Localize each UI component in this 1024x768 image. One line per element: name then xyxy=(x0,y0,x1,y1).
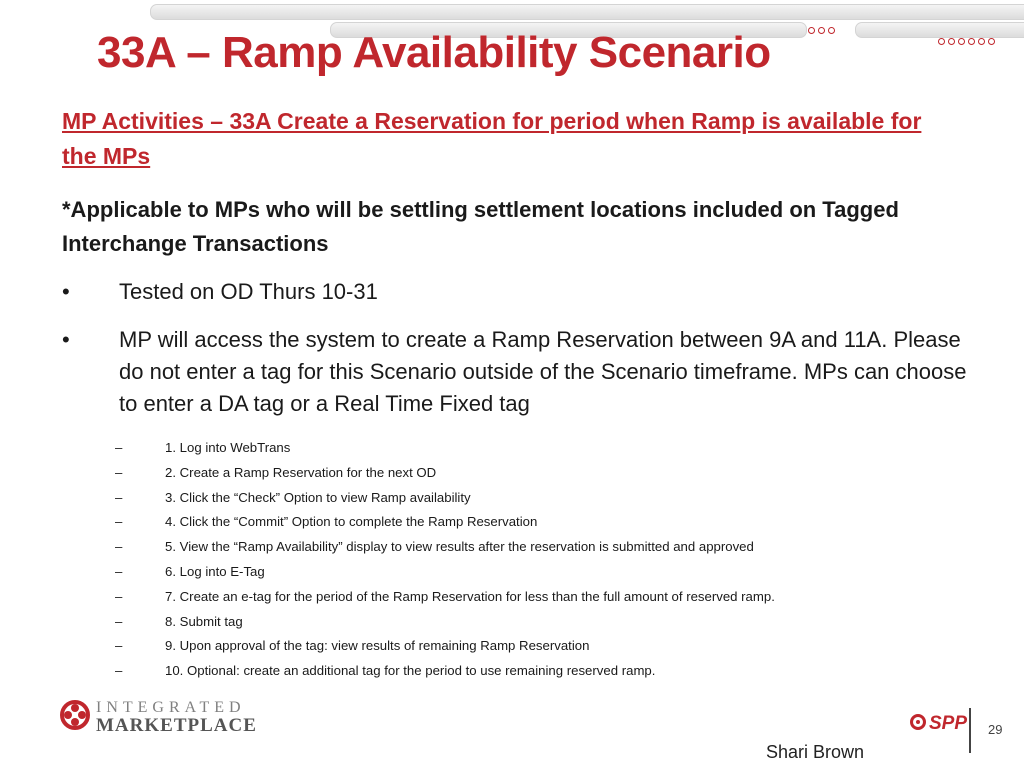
step-marker: – xyxy=(115,489,123,505)
step-text: 10. Optional: create an additional tag for the period to use remaining reserved ramp. xyxy=(165,663,656,679)
step-text: 2. Create a Ramp Reservation for the next OD xyxy=(165,464,437,480)
step-item xyxy=(115,490,995,515)
page-number: 29 xyxy=(988,722,1003,737)
spp-logo-icon xyxy=(910,714,926,735)
step-item xyxy=(115,564,995,589)
slide-title: 33A – Ramp Availability Scenario xyxy=(97,28,771,77)
step-marker: – xyxy=(115,588,123,604)
step-marker: – xyxy=(115,440,123,455)
slide-subtitle: MP Activities – 33A Create a Reservation for period when Ramp is available for the MPs xyxy=(62,108,922,169)
step-item xyxy=(115,440,995,465)
footer-divider xyxy=(969,708,971,753)
step-text: 4. Click the “Commit” Option to complete the Ramp Reservation xyxy=(165,514,538,530)
step-text: 6. Log into E-Tag xyxy=(165,563,265,579)
header-decoration-bar-top xyxy=(150,4,1024,20)
step-text: 5. View the “Ramp Availability” display to view results after the reservation is submitted and approved xyxy=(165,539,754,555)
step-item xyxy=(115,663,995,688)
bullet-marker: • xyxy=(62,279,70,304)
step-text: 7. Create an e-tag for the period of the Ramp Reservation for less than the full amount of reserved ramp. xyxy=(165,588,775,604)
integrated-marketplace-logo xyxy=(60,700,257,735)
step-text: 9. Upon approval of the tag: view results of remaining Ramp Reservation xyxy=(165,638,590,654)
header-dots-short xyxy=(808,27,835,34)
step-item xyxy=(115,589,995,614)
header-decoration-bar-right xyxy=(855,22,1024,38)
step-text: 8. Submit tag xyxy=(165,613,243,629)
step-marker: – xyxy=(115,638,123,654)
bullet-text: Tested on OD Thurs 10-31 xyxy=(119,279,378,304)
step-marker: – xyxy=(115,613,123,629)
marketplace-logo-icon xyxy=(60,700,90,735)
step-marker: – xyxy=(115,563,123,579)
step-marker: – xyxy=(115,464,123,480)
spp-logo-text: SPP xyxy=(929,713,968,734)
step-marker: – xyxy=(115,539,123,555)
step-text: 1. Log into WebTrans xyxy=(165,440,291,455)
author-name: Shari Brown xyxy=(766,742,865,762)
step-item xyxy=(115,514,995,539)
bullet-marker: • xyxy=(62,327,70,352)
steps-list xyxy=(115,440,995,688)
step-item xyxy=(115,539,995,564)
applicability-note: *Applicable to MPs who will be settling settlement locations included on Tagged Interchange Transactions xyxy=(62,197,899,256)
logo-text-marketplace: MARKETPLACE xyxy=(96,715,257,736)
step-item xyxy=(115,614,995,639)
logo-text-integrated: INTEGRATED xyxy=(96,699,246,716)
step-marker: – xyxy=(115,514,123,530)
header-dots-long xyxy=(938,38,995,45)
step-text: 3. Click the “Check” Option to view Ramp availability xyxy=(165,489,471,505)
step-item xyxy=(115,638,995,663)
step-item xyxy=(115,465,995,490)
spp-logo xyxy=(910,713,967,735)
bullet-text: MP will access the system to create a Ramp Reservation between 9A and 11A. Please do not enter a tag for this Scenario outside of the Scenario timeframe. MPs can choose to enter a DA tag or a Real Time Fixed tag xyxy=(119,327,967,416)
step-marker: – xyxy=(115,663,123,679)
